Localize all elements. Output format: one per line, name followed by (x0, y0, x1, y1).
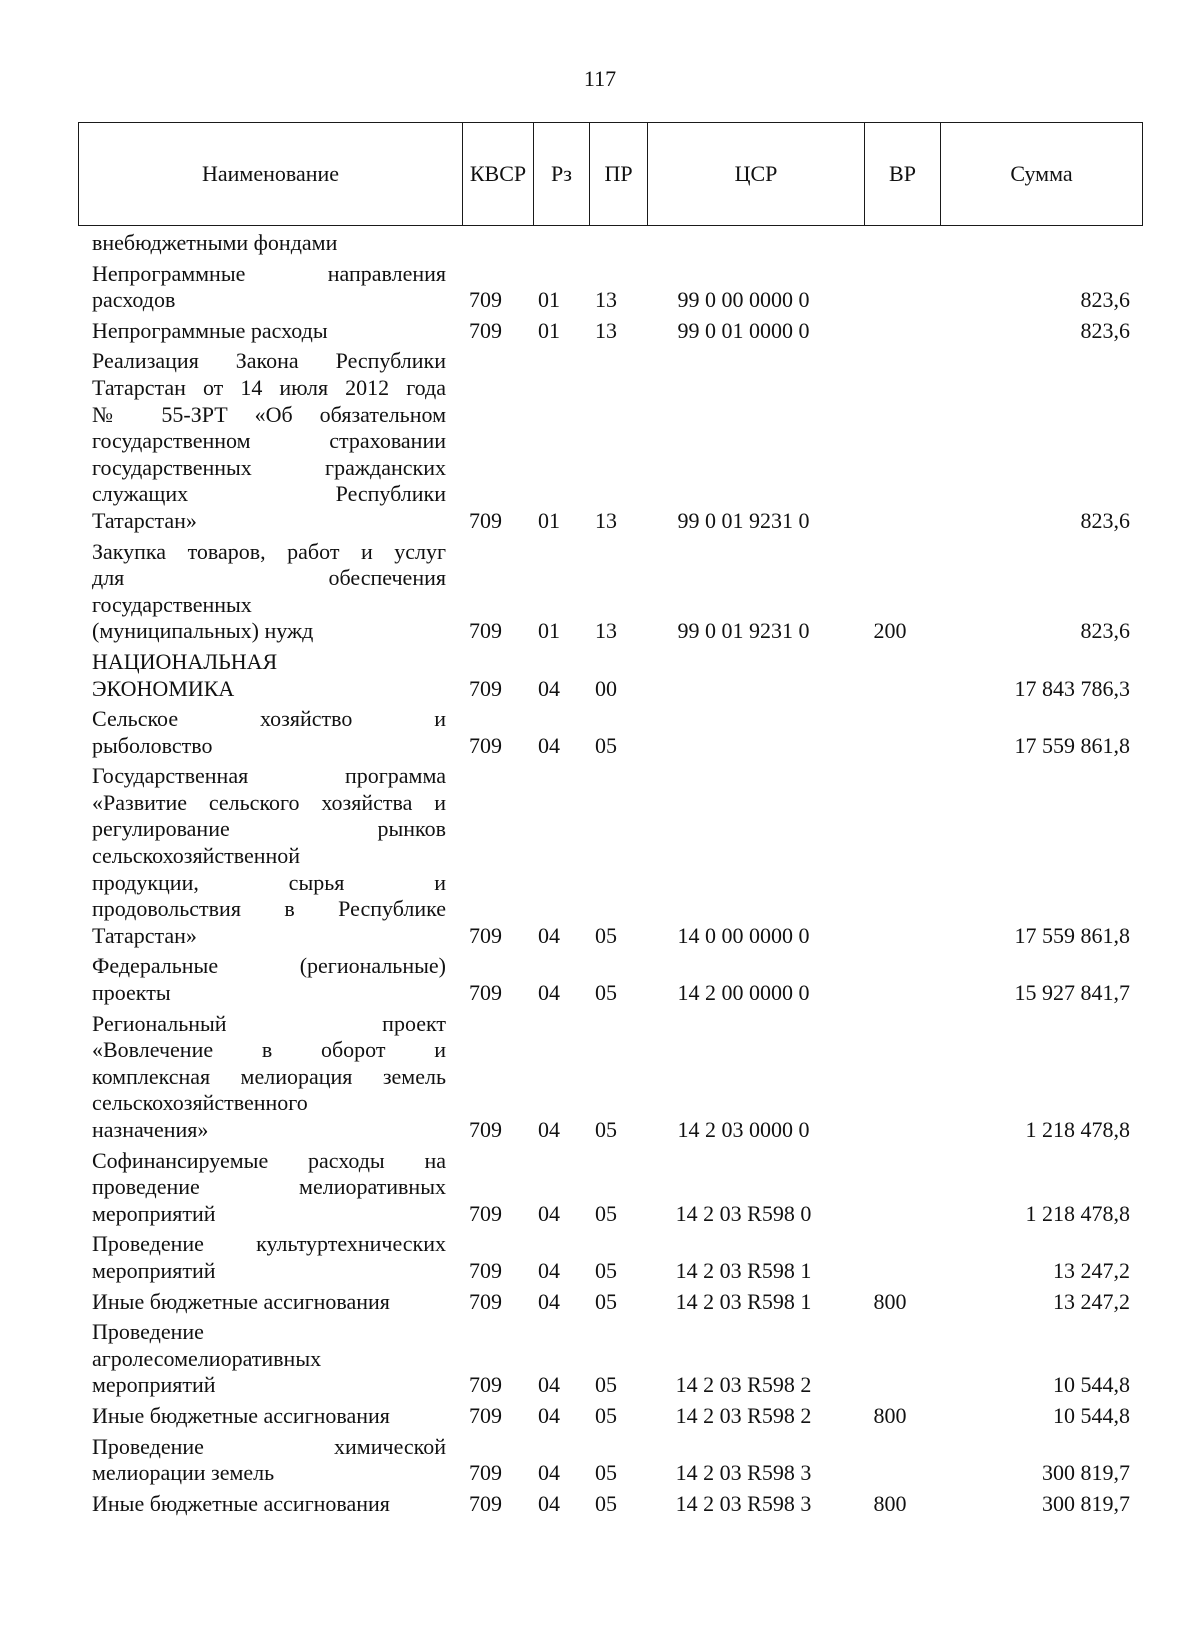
table-row (78, 1434, 1142, 1487)
row-name-line: мероприятий (92, 1200, 216, 1226)
row-rz: 04 (538, 1200, 560, 1226)
row-pr: 05 (595, 1372, 617, 1398)
row-sum: 13 247,2 (1053, 1288, 1130, 1314)
header-kvsr: КВСР (463, 123, 534, 226)
row-name-line: Сельское хозяйство и (92, 706, 446, 732)
row-csr: 14 2 03 0000 0 (677, 1117, 810, 1142)
row-name (78, 1231, 450, 1284)
row-name-line: Федеральные (региональные) (92, 953, 446, 979)
row-name (78, 953, 450, 1006)
table-row (78, 1403, 1142, 1430)
row-name-line: Закупка товаров, работ и услуг (92, 538, 446, 564)
row-pr: 13 (595, 317, 617, 343)
row-rz: 04 (538, 1257, 560, 1283)
row-name-line: регулирование рынков (92, 816, 446, 842)
row-name-line: продовольствия в Республике (92, 896, 446, 922)
row-pr: 13 (595, 287, 617, 313)
table-row (78, 1231, 1142, 1284)
row-pr: 05 (595, 1402, 617, 1428)
row-pr: 05 (595, 1288, 617, 1314)
row-rz: 04 (538, 1460, 560, 1486)
row-vr: 800 (873, 1402, 907, 1428)
row-sum: 10 544,8 (1053, 1402, 1130, 1428)
row-rz: 04 (538, 1402, 560, 1428)
row-kvsr: 709 (469, 922, 502, 948)
row-name-line: мелиорации земель (92, 1460, 275, 1486)
row-name (78, 348, 450, 534)
row-rz: 04 (538, 1372, 560, 1398)
row-name-line: назначения» (92, 1117, 209, 1142)
row-name-line: расходов (92, 287, 176, 313)
row-csr: 14 2 03 R598 2 (675, 1372, 812, 1398)
row-name (78, 539, 450, 645)
row-rz: 01 (538, 317, 560, 343)
row-csr: 99 0 00 0000 0 (677, 287, 810, 313)
row-sum: 300 819,7 (1042, 1490, 1130, 1516)
row-kvsr: 709 (469, 1288, 502, 1314)
row-kvsr: 709 (469, 317, 502, 343)
row-name-line: Государственная программа (92, 763, 446, 789)
row-kvsr: 709 (469, 507, 502, 533)
header-rz: Рз (534, 123, 590, 226)
row-pr: 00 (595, 675, 617, 701)
header-sum: Сумма (941, 123, 1143, 226)
row-pr: 13 (595, 618, 617, 644)
row-name-line: Татарстан» (92, 922, 197, 948)
row-csr: 14 2 03 R598 3 (675, 1460, 812, 1486)
table-row (78, 649, 1142, 702)
row-name (78, 1148, 450, 1228)
row-name-line: для обеспечения (92, 565, 446, 591)
row-sum: 300 819,7 (1042, 1460, 1130, 1486)
header-pr: ПР (590, 123, 648, 226)
table-row (78, 230, 1142, 257)
row-name-line: Непрограммные направления (92, 260, 446, 286)
row-name-line: государственных (92, 591, 252, 617)
table-row (78, 953, 1142, 1006)
row-sum: 17 559 861,8 (1014, 922, 1130, 948)
row-name-line: рыболовство (92, 732, 213, 758)
row-sum: 823,6 (1080, 507, 1130, 533)
row-sum: 10 544,8 (1053, 1372, 1130, 1398)
row-name (78, 1403, 450, 1430)
row-name-line: «Развитие сельского хозяйства и (92, 789, 446, 815)
row-pr: 05 (595, 1490, 617, 1516)
row-vr: 200 (873, 618, 907, 644)
row-csr: 14 2 03 R598 3 (675, 1490, 812, 1516)
row-pr: 13 (595, 507, 617, 533)
row-name-line: (муниципальных) нужд (92, 618, 314, 644)
row-pr: 05 (595, 1257, 617, 1283)
row-name-line: «Вовлечение в оборот и (92, 1037, 446, 1063)
row-pr: 05 (595, 1460, 617, 1486)
table-row (78, 318, 1142, 345)
row-name (78, 706, 450, 759)
row-sum: 1 218 478,8 (1025, 1117, 1130, 1142)
row-name-line: Софинансируемые расходы на (92, 1147, 446, 1173)
row-vr: 800 (873, 1490, 907, 1516)
table-row (78, 763, 1142, 949)
row-vr: 800 (873, 1288, 907, 1314)
row-rz: 01 (538, 618, 560, 644)
row-csr: 14 2 03 R598 0 (675, 1200, 812, 1226)
row-sum: 1 218 478,8 (1025, 1200, 1130, 1226)
row-csr: 99 0 01 9231 0 (677, 618, 810, 644)
header-name: Наименование (79, 123, 463, 226)
row-rz: 04 (538, 732, 560, 758)
row-sum: 17 559 861,8 (1014, 732, 1130, 758)
row-name-line: Проведение культуртехнических (92, 1231, 446, 1257)
row-csr: 14 2 03 R598 2 (675, 1402, 812, 1428)
row-name-line: сельскохозяйственного (92, 1090, 308, 1116)
row-name-line: Иные бюджетные ассигнования (92, 1490, 390, 1516)
table-row (78, 348, 1142, 534)
row-name-line: служащих Республики (92, 481, 446, 507)
row-name-line: государственном страховании (92, 428, 446, 454)
row-name-line: проекты (92, 980, 171, 1006)
row-name-line: государственных гражданских (92, 454, 446, 480)
row-name-line: Иные бюджетные ассигнования (92, 1402, 390, 1428)
row-csr: 99 0 01 0000 0 (677, 317, 810, 343)
row-csr: 14 2 00 0000 0 (677, 980, 810, 1006)
header-csr: ЦСР (648, 123, 865, 226)
row-sum: 823,6 (1080, 317, 1130, 343)
row-rz: 04 (538, 675, 560, 701)
row-name (78, 1011, 450, 1144)
row-csr: 14 2 03 R598 1 (675, 1257, 812, 1283)
row-pr: 05 (595, 1200, 617, 1226)
table-header (78, 122, 1143, 226)
table-row (78, 1491, 1142, 1518)
table-row (78, 539, 1142, 645)
row-name-line: Татарстан от 14 июля 2012 года (92, 374, 446, 400)
row-name-line: проведение мелиоративных (92, 1174, 446, 1200)
row-name-line: внебюджетными фондами (92, 230, 338, 255)
table-row (78, 1148, 1142, 1228)
row-pr: 05 (595, 732, 617, 758)
header-vr: ВР (865, 123, 941, 226)
row-kvsr: 709 (469, 1460, 502, 1486)
row-rz: 04 (538, 980, 560, 1006)
row-name-line: Непрограммные расходы (92, 317, 328, 343)
row-name (78, 1491, 450, 1518)
row-name (78, 1289, 450, 1316)
row-kvsr: 709 (469, 1490, 502, 1516)
row-rz: 04 (538, 1117, 560, 1142)
table-row (78, 1289, 1142, 1316)
row-name (78, 763, 450, 949)
row-csr: 14 2 03 R598 1 (675, 1288, 812, 1314)
row-name (78, 1434, 450, 1487)
row-csr: 99 0 01 9231 0 (677, 507, 810, 533)
row-name-line: мероприятий (92, 1257, 216, 1283)
row-sum: 17 843 786,3 (1014, 675, 1130, 701)
row-pr: 05 (595, 1117, 617, 1142)
row-kvsr: 709 (469, 1257, 502, 1283)
table-row (78, 1319, 1142, 1399)
row-name-line: НАЦИОНАЛЬНАЯ (92, 648, 278, 674)
row-name-line: Реализация Закона Республики (92, 348, 446, 374)
row-kvsr: 709 (469, 1200, 502, 1226)
row-name (78, 318, 450, 345)
row-sum: 13 247,2 (1053, 1257, 1130, 1283)
row-rz: 01 (538, 507, 560, 533)
row-sum: 823,6 (1080, 287, 1130, 313)
row-rz: 04 (538, 1490, 560, 1516)
row-name-line: продукции, сырья и (92, 869, 446, 895)
row-name-line: Региональный проект (92, 1010, 446, 1036)
row-sum: 15 927 841,7 (1014, 980, 1130, 1006)
row-csr: 14 0 00 0000 0 (677, 922, 810, 948)
row-kvsr: 709 (469, 675, 502, 701)
row-name-line: мероприятий (92, 1372, 216, 1398)
row-name (78, 261, 450, 314)
row-kvsr: 709 (469, 618, 502, 644)
row-rz: 04 (538, 922, 560, 948)
row-kvsr: 709 (469, 732, 502, 758)
budget-rows (78, 230, 1142, 1517)
row-rz: 04 (538, 1288, 560, 1314)
row-kvsr: 709 (469, 1117, 502, 1142)
row-kvsr: 709 (469, 287, 502, 313)
row-name-line: сельскохозяйственной (92, 843, 301, 869)
row-pr: 05 (595, 980, 617, 1006)
row-kvsr: 709 (469, 1372, 502, 1398)
row-kvsr: 709 (469, 980, 502, 1006)
row-rz: 01 (538, 287, 560, 313)
row-name-line: комплексная мелиорация земель (92, 1063, 446, 1089)
row-name (78, 1319, 450, 1399)
row-name-line: Проведение химической (92, 1433, 446, 1459)
row-name (78, 230, 450, 257)
row-name (78, 649, 450, 702)
row-name-line: Проведение (92, 1319, 204, 1345)
row-name-line: ЭКОНОМИКА (92, 675, 235, 701)
row-name-line: № 55-ЗРТ «Об обязательном (92, 401, 446, 427)
row-name-line: Татарстан» (92, 507, 197, 533)
row-pr: 05 (595, 922, 617, 948)
row-name-line: агролесомелиоративных (92, 1345, 322, 1371)
table-row (78, 706, 1142, 759)
table-row (78, 1011, 1142, 1144)
table-row (78, 261, 1142, 314)
row-name-line: Иные бюджетные ассигнования (92, 1288, 390, 1314)
row-sum: 823,6 (1080, 618, 1130, 644)
row-kvsr: 709 (469, 1402, 502, 1428)
page-number: 117 (583, 66, 617, 91)
